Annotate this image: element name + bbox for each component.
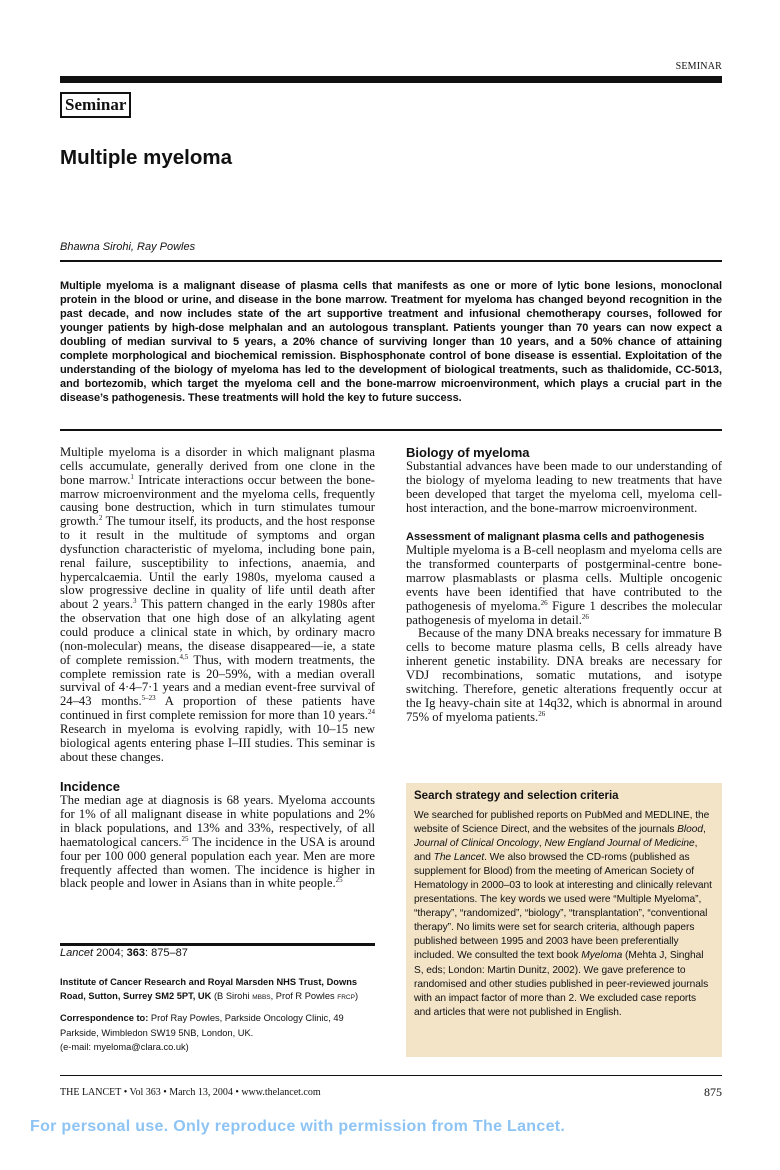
author2: , Prof R Powles (270, 991, 338, 1002)
reference-superscript: 2 (98, 514, 103, 523)
incidence-heading: Incidence (60, 779, 120, 795)
text-run: Multiple myeloma is a disorder in which malignant plasma cells accumulate, generally derived from one clone in the bone marrow. (60, 445, 375, 487)
search-strategy-heading: Search strategy and selection criteria (414, 790, 619, 802)
text-run: We searched for published reports on PubMed and MEDLINE, the website of Science Direct, and the websites of the journals (414, 810, 710, 836)
permission-watermark: For personal use. Only reproduce with permission from The Lancet. (30, 1118, 566, 1135)
italic-run: Journal of Clinical Oncology (414, 838, 539, 850)
text-run: , (538, 838, 545, 850)
text-run: The tumour itself, its products, and the host response to it result in the multitude of symptoms and organ dysfunction characteristic of myeloma, including bone pain, renal failure, susceptibility to infections, anaemia, and hypercalcaemia. Until the early 1980s, myeloma caused a slow progressive decline in quality of life until death after about 2 years. (60, 514, 375, 612)
institution: Institute of Cancer Research and Royal Marsden NHS Trust, Downs Road, Sutton, Surrey SM2 5PT, UK (60, 977, 358, 1002)
divider (60, 943, 375, 946)
text-run: A proportion of these patients have continued in first complete remission for more than 10 years. (60, 694, 375, 723)
text-run: . We also browsed the CD-roms (published as supplement for Blood) from the meeting of American Society of Hematology in 2000–03 to look at interesting and clinically relevant presentations. The key words we used were “Multiple Myeloma”, “therapy”, “randomized”, “biology”, “transplantation”, “conventional therapy”. No limits were set for search criteria, although papers published between 1995 and 2003 have been preferentially included. We consulted the text book (414, 852, 712, 962)
assessment-paragraph (406, 627, 722, 724)
author2-degree: FRCP (337, 994, 355, 1002)
left-column (60, 446, 375, 891)
text-run: Thus, with modern treatments, the complete remission rate is 20–59%, with a median overall survival of 4·4–7·1 years and a median event-free survival of 24–43 months. (60, 652, 375, 709)
author1: (B Sirohi (211, 991, 253, 1002)
text-run: Because of the many DNA breaks necessary for immature B cells to become mature plasma cells, B cells already have inherent genetic instability. DNA breaks are necessary for VDJ recombinations, somatic mutations, and isotype switching. Therefore, genetic alterations frequently occur at the Ig heavy-chain site at 14q32, which is abnormal in around 75% of myeloma patients. (406, 626, 722, 724)
right-column (406, 445, 722, 724)
text-run: Research in myeloma is evolving rapidly, with 10–15 new biological agents entering phase I–III studies. This seminar is about these changes. (60, 721, 375, 764)
reference-superscript: 3 (132, 597, 137, 606)
running-head: SEMINAR (675, 61, 722, 72)
text-run: Intricate interactions occur between the bone-marrow microenvironment and the myeloma cells, frequently causing bone destruction, which in turn stimulates tumour growth. (60, 472, 376, 529)
biology-paragraph (406, 460, 722, 515)
text-run: , (702, 824, 706, 836)
footer-journal-line: THE LANCET • Vol 363 • March 13, 2004 • www.thelancet.com (60, 1087, 321, 1098)
text-run: The incidence in the USA is around four per 100 000 general population each year. Men are more frequently affected than women. The incidence is higher in black people and lower in Asians than in white people. (60, 834, 375, 891)
footer-divider (60, 1075, 722, 1076)
correspondence-address: Prof Ray Powles, Parkside Oncology Clinic, 49 Parkside, Wimbledon SW19 5NB, London, UK. (60, 1013, 344, 1038)
divider (60, 429, 722, 431)
incidence-paragraph (60, 794, 375, 891)
reference-superscript: 26 (540, 598, 548, 607)
assessment-paragraph (406, 544, 722, 627)
intro-paragraph (60, 446, 375, 764)
page-number: 875 (704, 1085, 722, 1099)
reference-superscript: 5–23 (141, 694, 156, 703)
search-strategy-panel (406, 783, 722, 1057)
reference-superscript: 25 (335, 876, 343, 885)
abstract: Multiple myeloma is a malignant disease of plasma cells that manifests as one or more of lytic bone lesions, monoclonal protein in the blood or urine, and disease in the bone marrow. Treatment for myeloma has changed beyond recognition in the past decade, and now includes state of the art supportive treatment and infusional chemotherapy courses, followed for younger patients by high-dose melphalan and an autologous transplant. Patients younger than 70 years can now expect a doubling of median survival to 5 years, a 20% chance of surviving longer than 10 years, and a 50% chance of attaining complete morphological and biochemical remission. Bisphosphonate control of bone disease is essential. Exploitation of the understanding of the biology of myeloma has led to the development of biological treatments, such as thalidomide, CC-5013, and bortezomib, which target the myeloma cell and the bone-marrow microenvironment, which plays a crucial part in the disease’s pathogenesis. These treatments will hold the key to future success. (60, 280, 722, 405)
citation-volume: 363 (126, 947, 146, 959)
citation-journal: Lancet (60, 947, 94, 959)
italic-run: Blood (677, 824, 703, 836)
correspondence-email[interactable]: (e-mail: myeloma@clara.co.uk) (60, 1041, 189, 1052)
text-run: Multiple myeloma is a B-cell neoplasm and myeloma cells are the transformed counterparts of postgerminal-centre bone-marrow plasmablasts or plasma cells. Multiple oncogenic events have been identified that have contributed to the pathogenesis of myeloma. (406, 543, 722, 613)
italic-run: New England Journal of Medicine (544, 838, 695, 850)
italic-run: Myeloma (581, 950, 623, 962)
assessment-heading: Assessment of malignant plasma cells and pathogenesis (406, 531, 705, 544)
reference-superscript: 26 (538, 709, 546, 718)
reference-superscript: 25 (181, 834, 189, 843)
biology-heading: Biology of myeloma (406, 445, 530, 460)
citation-year: 2004; (93, 947, 127, 959)
text-run: , and (414, 838, 698, 864)
text-run: (Mehta J, Singhal S, eds; London: Martin Dunitz, 2002). We gave preference to randomised and other studies published in peer-reviewed journals with an impact factor of more than 2. We excluded case reports and articles that were not published in English. (414, 950, 709, 1018)
text-run: The median age at diagnosis is 68 years. Myeloma accounts for 1% of all malignant disease in white populations and 2% in black populations, and 13% and 33%, respectively, of all haematological cancers. (60, 793, 375, 849)
section-label: Seminar (60, 92, 131, 118)
reference-superscript: 4,5 (179, 652, 189, 661)
paren: ) (354, 991, 359, 1002)
authors: Bhawna Sirohi, Ray Powles (60, 241, 196, 253)
reference-superscript: 24 (368, 708, 375, 717)
citation (60, 947, 188, 959)
citation-pages: : 875–87 (145, 947, 188, 959)
text-run: This pattern changed in the early 1980s after the observation that one high dose of an alkylating agent could produce a clinical state in which, by ordinary macro (non-molecular) means, the disease disappeared—ie, a state of complete remission. (60, 597, 375, 667)
text-run: Figure 1 describes the molecular pathogenesis of myeloma in detail. (406, 598, 722, 627)
search-strategy-text (414, 809, 714, 1020)
reference-superscript: 26 (581, 612, 589, 621)
article-title: Multiple myeloma (60, 146, 233, 169)
affiliation (60, 975, 380, 1054)
text-run: Substantial advances have been made to our understanding of the biology of myeloma leading to new treatments that have been developed that target the myeloma cell, myeloma cell-host interaction, and the bone-marrow microenvironment. (406, 459, 722, 515)
divider (60, 260, 722, 262)
italic-run: The Lancet (433, 852, 485, 864)
reference-superscript: 1 (130, 472, 134, 481)
header-bar (60, 76, 722, 83)
correspondence-label: Correspondence to: (60, 1013, 149, 1024)
author1-degree: MBBS (252, 994, 271, 1002)
